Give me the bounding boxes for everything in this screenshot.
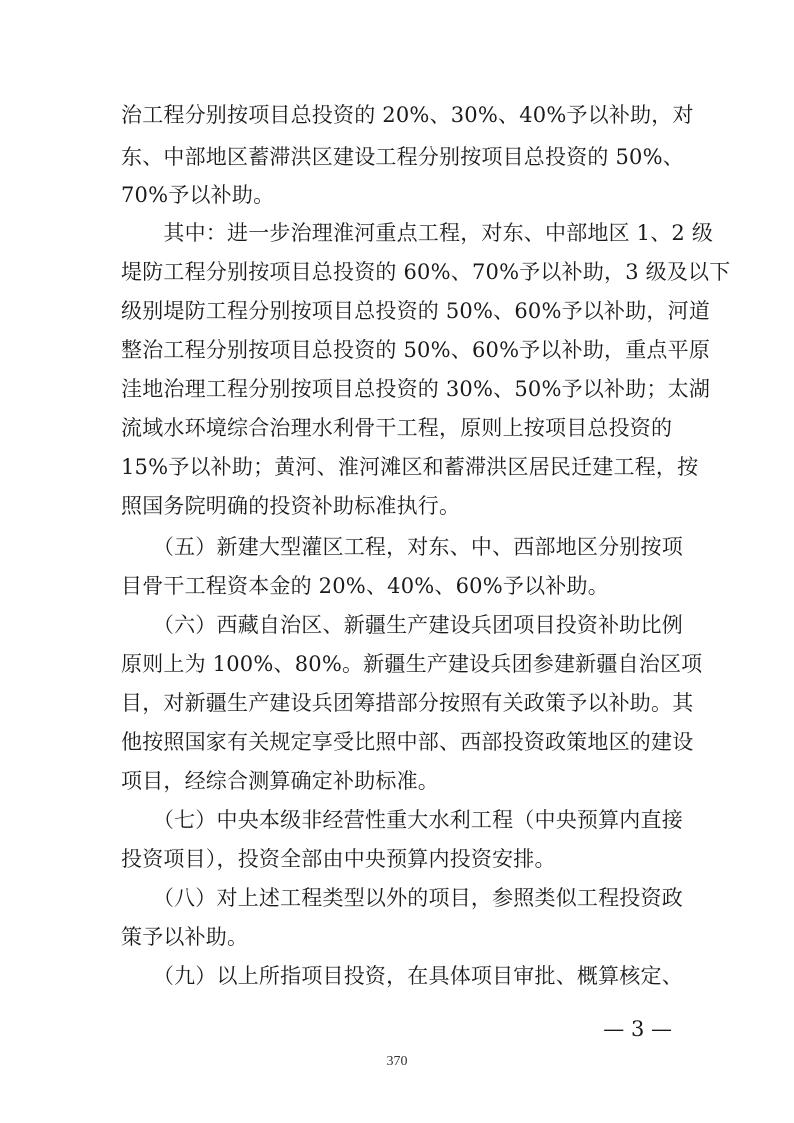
- text-line: 目骨干工程资本金的 20%、40%、60%予以补助。: [121, 574, 609, 598]
- text-line: 堤防工程分别按项目总投资的 60%、70%予以补助，3 级及以下: [121, 260, 731, 284]
- text-line: （八）对上述工程类型以外的项目，参照类似工程投资政: [121, 886, 683, 910]
- folio-number: 370: [386, 1054, 408, 1069]
- text-line: 他按照国家有关规定享受比照中部、西部投资政策地区的建设: [121, 730, 694, 754]
- text-line: 目，对新疆生产建设兵团筹措部分按照有关政策予以补助。其: [121, 691, 694, 715]
- text-line: 照国务院明确的投资补助标准执行。: [121, 494, 461, 518]
- text-line: 投资项目），投资全部由中央预算内投资安排。: [121, 847, 556, 871]
- text-line: 级别堤防工程分别按项目总投资的 50%、60%予以补助，河道: [121, 299, 711, 323]
- text-line: 70%予以补助。: [121, 183, 275, 207]
- text-line: 其中：进一步治理淮河重点工程，对东、中部地区 1、2 级: [121, 221, 714, 245]
- text-line: 流域水环境综合治理水利骨干工程，原则上按项目总投资的: [121, 416, 673, 440]
- text-line: （七）中央本级非经营性重大水利工程（中央预算内直接: [121, 808, 683, 832]
- text-line: 东、中部地区蓄滞洪区建设工程分别按项目总投资的 50%、: [121, 145, 684, 169]
- text-line: （五）新建大型灌区工程，对东、中、西部地区分别按项: [121, 535, 683, 559]
- text-line: 15%予以补助；黄河、淮河滩区和蓄滞洪区居民迁建工程，按: [121, 455, 699, 479]
- text-line: （六）西藏自治区、新疆生产建设兵团项目投资补助比例: [121, 613, 683, 637]
- page-number: — 3 —: [603, 1017, 672, 1041]
- text-line: 策予以补助。: [121, 925, 249, 949]
- text-line: 原则上为 100%、80%。新疆生产建设兵团参建新疆自治区项: [121, 652, 703, 676]
- text-line: 治工程分别按项目总投资的 20%、30%、40%予以补助，对: [121, 103, 694, 127]
- text-line: （九）以上所指项目投资，在具体项目审批、概算核定、: [121, 964, 683, 988]
- text-line: 整治工程分别按项目总投资的 50%、60%予以补助，重点平原: [121, 338, 711, 362]
- text-line: 项目，经综合测算确定补助标准。: [121, 769, 439, 793]
- text-line: 洼地治理工程分别按项目总投资的 30%、50%予以补助；太湖: [121, 377, 711, 401]
